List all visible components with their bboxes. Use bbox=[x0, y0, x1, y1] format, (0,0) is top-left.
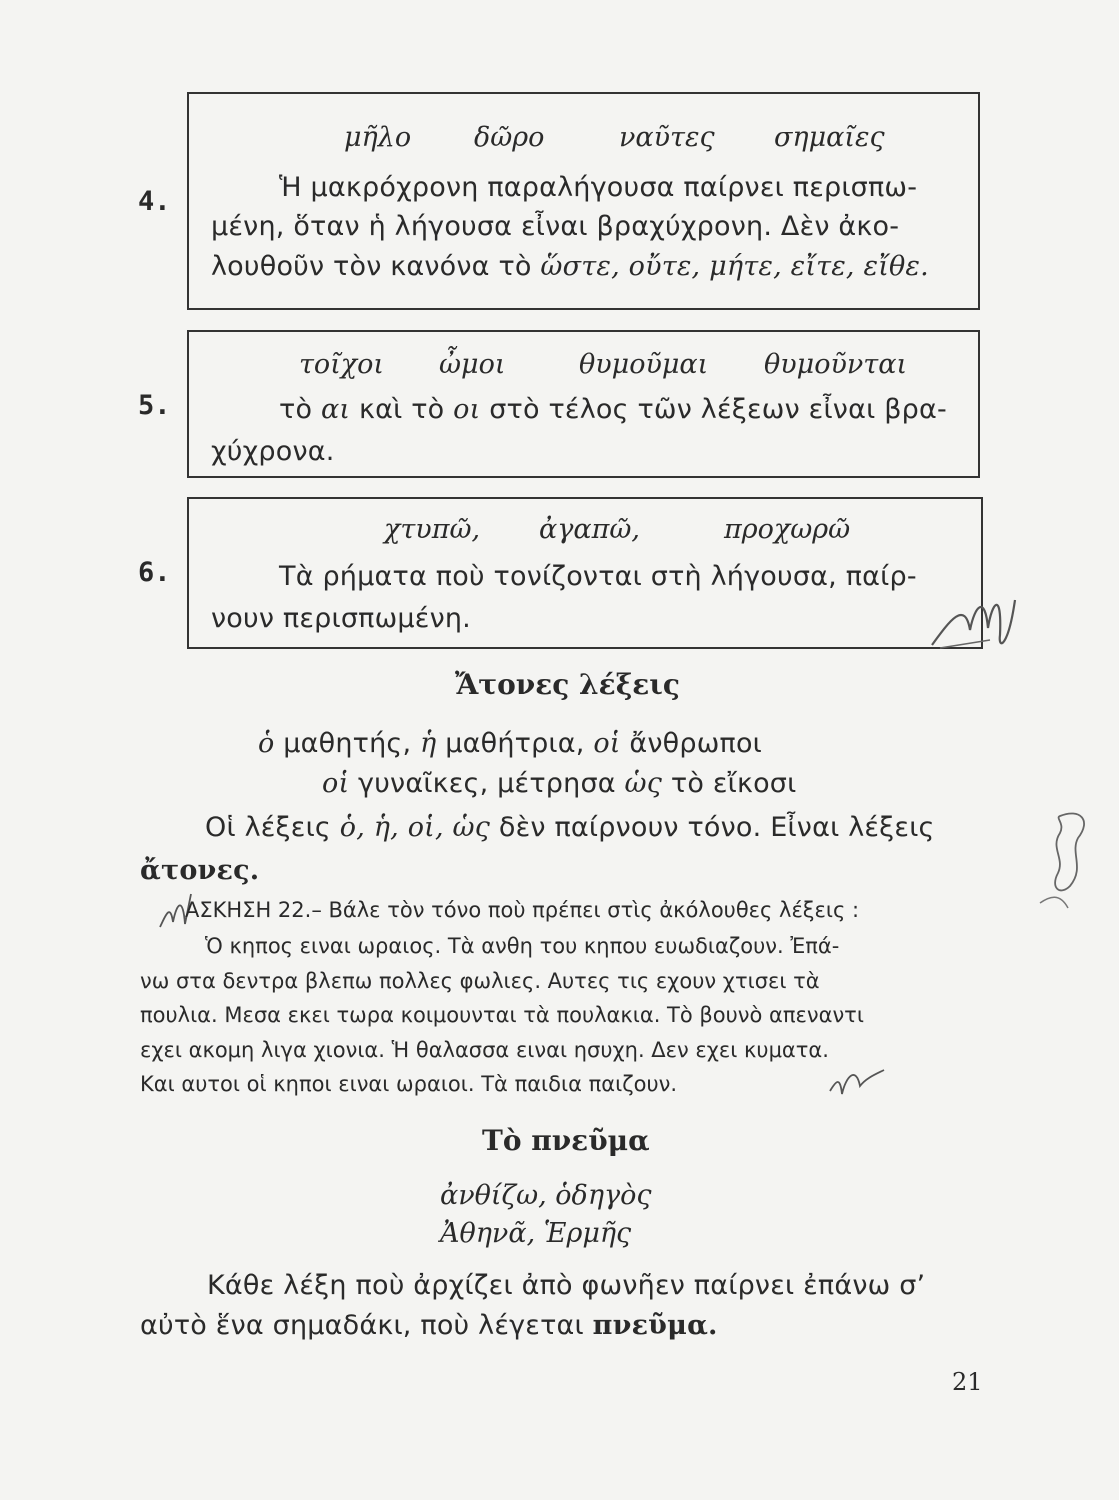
page-number: 21 bbox=[952, 1368, 983, 1396]
pneuma-text-line-1: Κάθε λέξη ποὺ ἀρχίζει ἀπὸ φωνῆεν παίρνει ἐπάνω σ’ bbox=[207, 1270, 926, 1301]
rule-5-example-2: ὦμοι bbox=[439, 349, 506, 380]
rule-6-example-3: προχωρῶ bbox=[724, 514, 851, 545]
rule-5-example-3: θυμοῦμαι bbox=[579, 349, 709, 380]
exercise-line-1: Ὁ κηπος ειναι ωραιος. Τὰ ανθη του κηπου ευωδιαζουν. Ἐπά- bbox=[205, 934, 840, 958]
rule-5-number: 5. bbox=[138, 390, 171, 421]
rule-5-example-1: τοῖχοι bbox=[299, 349, 384, 380]
exercise-label: ΑΣΚΗΣΗ 22.– Βάλε τὸν τόνο ποὺ πρέπει στὶς ἀκόλουθες λέξεις : bbox=[185, 898, 860, 922]
rule-6-line-1: Τὰ ρήματα ποὺ τονίζονται στὴ λήγουσα, παίρ- bbox=[279, 561, 917, 592]
handwritten-check-icon bbox=[930, 590, 1020, 660]
rule-5-example-4: θυμοῦνται bbox=[764, 349, 908, 380]
pneuma-example-1: ἀνθίζω, ὁδηγὸς bbox=[440, 1180, 652, 1211]
atones-example-2: οἱ γυναῖκες, μέτρησα ὡς τὸ εἴκοσι bbox=[322, 768, 797, 799]
rule-4-example-2: δῶρο bbox=[474, 122, 545, 153]
pneuma-example-2: Ἀθηνᾶ, Ἑρμῆς bbox=[440, 1218, 632, 1249]
exercise-line-3: πουλια. Μεσα εκει τωρα κοιμουνται τὰ πουλακια. Τὸ βουνὸ απεναντι bbox=[140, 1003, 864, 1027]
rule-5-line-1: τὸ αι καὶ τὸ οι στὸ τέλος τῶν λέξεων εἶναι βρα- bbox=[279, 394, 947, 425]
margin-scribble-icon bbox=[1030, 808, 1100, 918]
rule-5-line-2: χύχρονα. bbox=[211, 436, 335, 467]
rule-5-box bbox=[187, 330, 980, 478]
rule-6-line-2: νουν περισπωμένη. bbox=[211, 603, 471, 634]
rule-4-example-3: ναῦτες bbox=[619, 122, 715, 153]
rule-6-example-2: ἀγαπῶ, bbox=[539, 514, 640, 545]
rule-4-example-4: σημαῖες bbox=[774, 122, 885, 153]
rule-4-line-2: μένη, ὅταν ἡ λήγουσα εἶναι βραχύχρονη. Δὲν ἀκο- bbox=[211, 211, 900, 242]
exercise-line-2: νω στα δεντρα βλεπω πολλες φωλιες. Αυτες τις εχουν χτισει τὰ bbox=[140, 969, 820, 993]
rule-4-number: 4. bbox=[138, 186, 171, 217]
rule-4-line-1: Ἡ μακρόχρονη παραλήγουσα παίρνει περισπω- bbox=[279, 172, 918, 203]
handwritten-check-small-icon bbox=[828, 1066, 888, 1098]
exercise-line-5: Και αυτοι οἱ κηποι ειναι ωραιοι. Τὰ παιδια παιζουν. bbox=[140, 1072, 678, 1096]
rule-6-box bbox=[187, 497, 983, 649]
atones-example-1: ὁ μαθητής, ἡ μαθήτρια, οἱ ἄνθρωποι bbox=[258, 728, 763, 759]
pneuma-text-line-2: αὐτὸ ἕνα σημαδάκι, ποὺ λέγεται πνεῦμα. bbox=[140, 1310, 718, 1341]
rule-6-example-1: χτυπῶ, bbox=[384, 514, 481, 545]
atones-title: Ἄτονες λέξεις bbox=[455, 668, 680, 701]
rule-4-example-1: μῆλο bbox=[344, 122, 412, 153]
rule-6-number: 6. bbox=[138, 557, 171, 588]
rule-4-line-3: λουθοῦν τὸν κανόνα τὸ ὥστε, οὔτε, μήτε, εἴτε, εἴθε. bbox=[211, 251, 929, 282]
exercise-line-4: εχει ακομη λιγα χιονια. Ἡ θαλασσα ειναι ησυχη. Δεν εχει κυματα. bbox=[140, 1038, 829, 1062]
atones-text-line-1: Οἱ λέξεις ὁ, ἡ, οἱ, ὡς δὲν παίρνουν τόνο. Εἶναι λέξεις bbox=[205, 812, 935, 843]
rule-4-box bbox=[187, 92, 980, 310]
atones-text-line-2: ἄτονες. bbox=[140, 855, 260, 886]
pneuma-title: Τὸ πνεῦμα bbox=[482, 1124, 650, 1157]
